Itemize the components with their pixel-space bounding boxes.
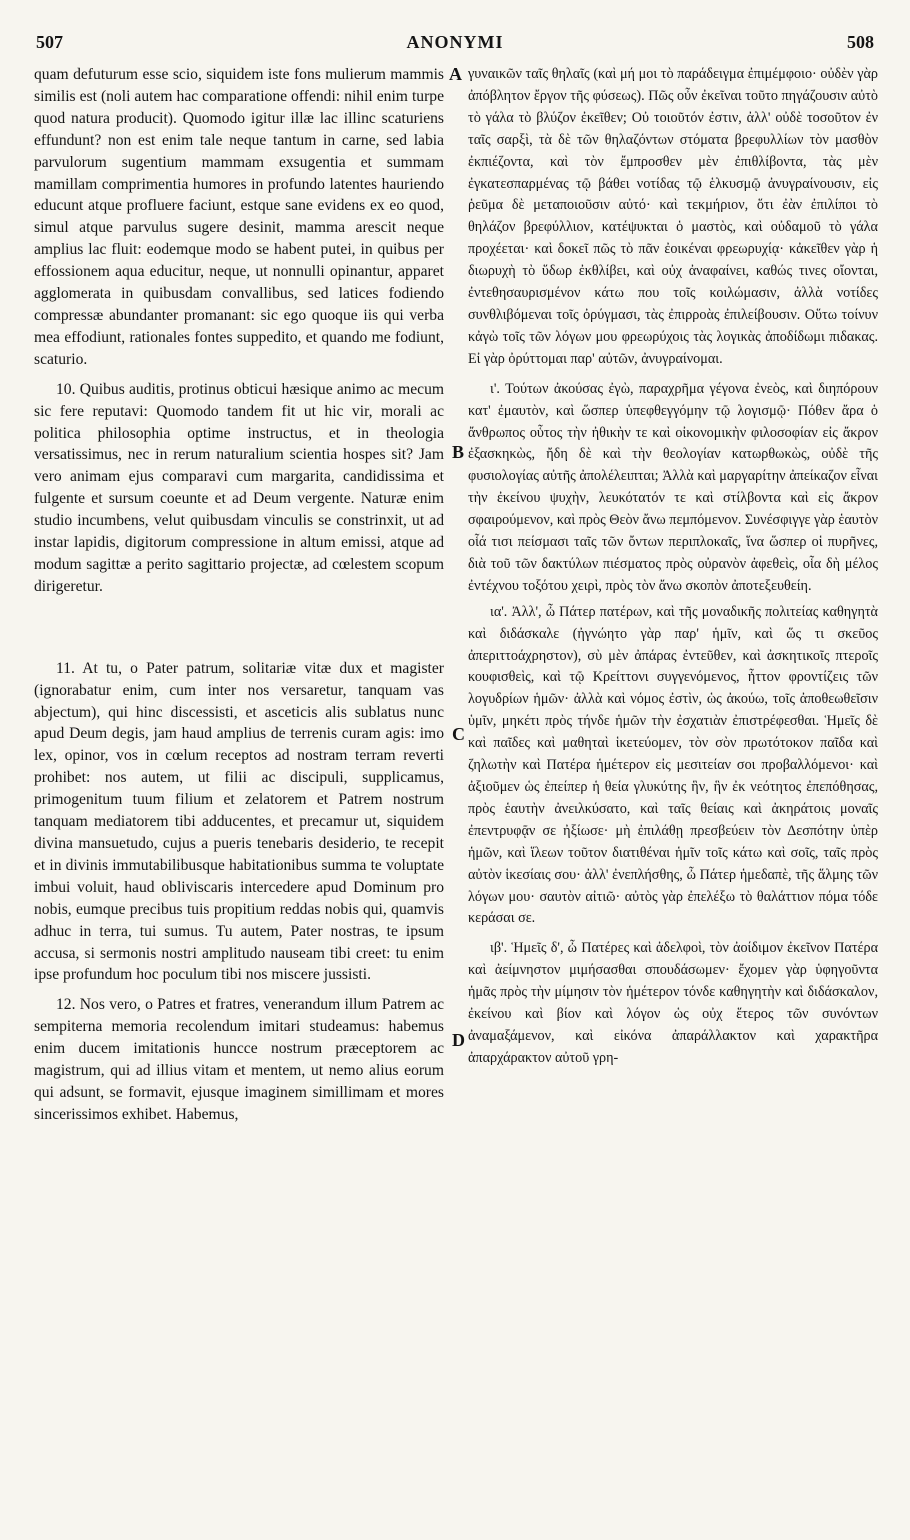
- page-header: [30, 32, 880, 54]
- greek-section-11: [468, 602, 878, 931]
- greek-paragraph: γυναικῶν ταῖς θηλαῖς (καὶ μή μοι τὸ παράδειγμα ἐπιμέμφοιο· οὐδὲν γὰρ ἀπόβλητον ἔργον τῆς φύσεως). Πῶς οὖν ἐκεῖναι τοῦτο πηγάζουσιν αὐτὸ τὸ γάλα τὸ βλύζον ἐκεῖθεν; Οὐ τοιοῦτόν ἐστιν, ἀλλ' οὐδὲ τοσοῦτον ἐν ταῖς σαρξὶ, τὰ δὲ τῶν θηλαζόντων στόματα βρεφυλλίων τὸν μασθὸν ἐκπιέζοντα, καὶ τὸν ἔμπροσθεν μὲν ἐπιθλίβοντα, τὰς μὲν ἐγκατεσπαρμένας τῷ βάθει νοτίδας τῷ ἑλκυσμῷ ἀνυγραίνουσιν, εἰς ῥεῦμα δὲ μεταποιοῦσιν αὐτό· καὶ τεκμήριον, ὅτι ἐὰν ἐπιλίποι τὸ θηλάζον βρεφύλλιον, κατέψυκται ὁ μαστὸς, καὶ οὐδαμοῦ τὸ γάλα προχέεται· καὶ δοκεῖ πῶς τὸ πᾶν ἐοικέναι φρεωρυχίᾳ· κἀκεῖθεν γὰρ ἡ διωρυχὴ τὸ ὕδωρ ἐκθλίβει, καὶ οὐχ ἀναφαίνει, καθώς τινες οἴονται, ἐντεθησαυρισμένον κάτω που τοῖς κοιλώμασιν, ἀλλὰ νοτίδες συνθλιβόμεναι τοῖς ὀρύγμασι, τὰς ἐπιρροὰς ἐπιλείβουσιν. Οὕτω τοίνυν κἀγὼ τοῖς τῶν λόγων μου φρεωρύχοις τὰς λογικὰς ἀποδίδωμι πιδακας. Εἰ γὰρ ὀρύττομαι παρ' αὐτῶν, ἀνυγραίνομαι.: [468, 66, 878, 367]
- latin-section-12: [34, 994, 444, 1125]
- latin-section-text: At tu, o Pater patrum, solitariæ vitæ dux et magister (ignorabatur enim, cum inter nos versaretur, tanquam vas abjectum), qui hinc discessisti, et asceticis alis sublatus nunc apud Deum degis, jam haud amplius de terrenis curam agis: imo lex, opinor, vos in cœlum receptos ad nostram terram reverti prohibet: nos autem, ut filii ac discipuli, supplicamus, primogenitum tuum filium et zelatorem et Patrem nostrum tanquam mediatorem tibi adducentes, et precamur ut, siquidem divina mansuetudo, cujus a pueris tenebaris desiderio, te recepit et in divinis immutabilibusque habitationibus summa te voluptate imbui voluit, haud obliviscaris intercedere apud Dominum pro nobis, eumque precibus tuis propitium reddas nobis qui, quamvis adhuc in terra, tui sumus. Tu autem, Pater nostras, te ipsum accusa, si sermonis nostri amplitudo nauseam tibi creet: tu enim ipse profundum hoc poculum tibi nos miscere jussisti.: [34, 659, 444, 984]
- greek-section-text: Ἀλλ', ὦ Πάτερ πατέρων, καὶ τῆς μοναδικῆς πολιτείας καθηγητὰ καὶ διδάσκαλε (ἠγνώητο γὰρ παρ' ἡμῖν, καὶ ὥς τι σκεῦος ἀπεριττοάχρηστον), σὺ μὲν ἀπάρας ἐντεῦθεν, καὶ ἀσκητικοῖς πτεροῖς κουφισθεὶς, καὶ τῷ Κρείττονι συγγενόμενος, ἧττον φροντίζεις τῶν λογυδρίων ἡμῶν· ἀλλὰ καὶ νόμος ἐστὶν, ὡς ἀκούω, τοῖς ἀποθεωθεῖσιν ὑμῖν, μηκέτι πρὸς τήνδε ἡμῶν τὴν ἐσχατιὰν ἐπιστρέφεσθαι. Ἡμεῖς δὲ καὶ παῖδες καὶ μαθηταὶ ἱκετεύομεν, τὸν σὸν πρωτότοκον παῖδα καὶ ζηλωτὴν καὶ Πατέρα ἡμέτερον εἰς μεσιτείαν σοι προβαλλόμενοι· καὶ ἀξιοῦμεν ὡς ἐπείπερ ἡ θεία γλυκύτης ἣν, ἣν ἐκ νεότητος ἐπεπόθησας, πρὸς ἑαυτὴν ἀνειλκύσατο, καὶ ταῖς θείαις καὶ ἀκηράτοις μοναῖς ἐπεντρυφᾷν σε ἠξίωσε· μὴ ἐπιλάθῃ πρεσβεύειν τὸν Δεσπότην ὑπὲρ ἡμῶν, καὶ ἵλεων τοῦτον διατιθέναι ἡμῖν τοῖς κάτω καὶ σοῖς, ταῖς πρὸς αὐτὸν ἱκεσίαις σου· ἀλλ' ἐνεπλήσθης, ὦ Πάτερ ἡμεδαπὲ, τῆς ἅλμης τῶν λόγων μου· σαυτὸν αἰτιῶ· αὐτὸς γὰρ ἐπελέξω τὸ θαλάττιον πόμα τόδε κεράσαι σε.: [468, 603, 878, 927]
- section-number: ιβ'.: [490, 940, 508, 957]
- latin-section-text: Nos vero, o Patres et fratres, venerandum illum Patrem ac sempiterna memoria recolendum imitari studeamus: habemus enim ducem imitationis huncce nostrum præceptorem ac magistrum, qui ad illius vitam et mentem, ut nemo alius eorum qui adsunt, se formavit, ejusque imaginem simillimam et mores sincerissimos exhibet. Habemus,: [34, 996, 444, 1123]
- section-number: 10.: [56, 380, 76, 398]
- greek-section-text: Τούτων ἀκούσας ἐγὼ, παραχρῆμα γέγονα ἐνεὸς, καὶ διηπόρουν κατ' ἐμαυτὸν, καὶ ὥσπερ ὑπεφθεγγόμην τῷ λογισμῷ· Πόθεν ἄρα ὁ ἄνθρωπος οὗτος τὴν ἠθικὴν τε καὶ οἰκονομικὴν φιλοσοφίαν εἰς ἄκρον ἐξασκηκὼς, ἤδη δὲ καὶ τὴν θεολογίαν κατωρθωκὼς, οὐδὲ τῆς φυσιολογίας αὐτῆς ἀπολέλειπται; Ἀλλὰ καὶ μαργαρίτην ἀπείκαζον εἶναι τὴν ἐκείνου ψυχὴν, λευκότατόν τε καὶ στίλβοντα καὶ εἰς ἄκρον σφαιρούμενον, καὶ πρὸς Θεὸν ἄνω πεμπόμενον. Συνέσφιγγε γὰρ ἑαυτὸν οἷά τισι πείσμασι ταῖς τῶν ὄντων περιπλοκαῖς, ἵνα ὥσπερ οἱ πυρῆνες, διὰ τοῦ τῶν δακτύλων πιέσματος πρὸς οὐρανὸν ἀφεθεὶς, οἷα δὴ μέλος ἐντέχνου τοξότου χειρὶ, πρὸς τὸν ἄνω σκοπὸν ἀποτεξευθείη.: [468, 380, 879, 594]
- latin-section-text: Quibus auditis, protinus obticui hæsique animo ac mecum sic fere reputavi: Quomodo tandem fit ut hic vir, morali ac politica philosophia optime instructus, et in theologia versatissimus, nec in rerum naturalium scientia hospes sit? Jam vero animam ejus comparavi cum margarita, candidissima et fulgente et sursum coeunte et ad Deum vergente. Naturæ enim studio incumbens, velut quibusdam vinculis se constrinxit, ut ad instar lapidis, digitorum compressione in altum emissi, atque ad modum sagittæ a perito sagittario projectæ, ad cœlestem scopum dirigeretur.: [34, 380, 444, 595]
- greek-section-10: [468, 379, 878, 598]
- section-number: 11.: [56, 659, 75, 677]
- margin-letter-c: C: [452, 724, 465, 744]
- section-number: ι'.: [490, 380, 500, 397]
- right-page-number: 508: [847, 32, 874, 52]
- margin-letter-b: B: [452, 442, 465, 462]
- left-page-number: 507: [36, 32, 63, 52]
- section-number: 12.: [56, 996, 76, 1014]
- latin-column: [34, 64, 444, 1126]
- latin-section-11: [34, 658, 444, 987]
- running-title: ANONYMI: [406, 32, 504, 52]
- latin-paragraph: quam defuturum esse scio, siquidem iste fons mulierum mammis similis est (noli autem hac comparatione offendi: nihil enim turpe quod natura producit). Quomodo igitur illæ lac illinc scaturiens effundunt? non est enim tale neque tantum in carne, sed labia parvulorum sugentium mammam exsugentia et summam mamillam comprimentia humores in profundo latentes hauriendo educunt atque profluere faciunt, estque sane evidens ex eo quod, simul atque parvulus sugere desinit, mamma arescit neque amplius lac fluit: eodemque modo se habent putei, in quibus per effossionem aqua educitur, neque, ut nonnulli opinantur, apparet agglomerata in quibusdam convallibus, sed latices fodiendo compressæ abundanter promanant: sic ego quoque iis qui verba mea effodiunt, rationales fontes suppedito, et quando me fodiunt, scaturio.: [34, 66, 444, 368]
- greek-section-text: Ἡμεῖς δ', ὦ Πατέρες καὶ ἀδελφοὶ, τὸν ἀοίδιμον ἐκεῖνον Πατέρα καὶ ἀείμνηστον μιμήσασθαι σπουδάσωμεν· ἔχομεν γὰρ ὑφηγοῦντα ἡμᾶς πρὸς τὴν μίμησιν τὸν ἡμέτερον τόνδε καθηγητὴν καὶ διδάσκαλον, ἐκείνου καὶ βίον καὶ λόγον ὡς οὐχ ἕτερος τῶν συνόντων ἀναμαξάμενον, καὶ εἰκόνα ἀπαράλλακτον καὶ χαρακτῆρα ἀπαρχάρακτον αὐτοῦ γρη-: [468, 940, 879, 1066]
- margin-letter-d: D: [452, 1030, 465, 1050]
- greek-column: [468, 64, 878, 1070]
- section-number: ια'.: [490, 603, 508, 620]
- greek-section-12: [468, 938, 878, 1069]
- margin-letter-a: A: [449, 64, 462, 84]
- latin-section-10: [34, 379, 444, 598]
